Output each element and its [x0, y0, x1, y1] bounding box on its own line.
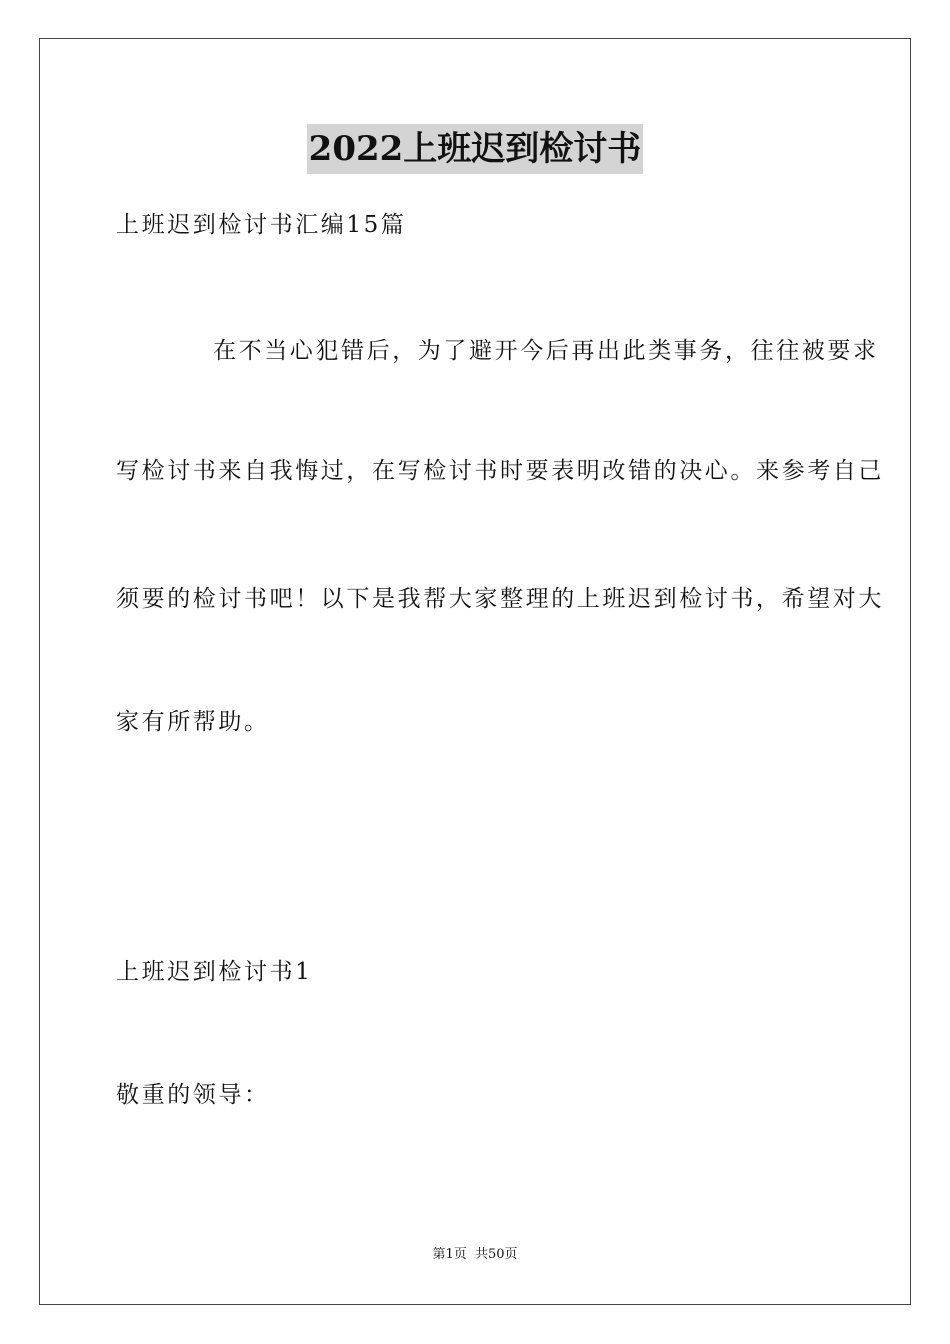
intro-line-1: 在不当心犯错后，为了避开今后再出此类事务，往往被要求	[213, 338, 879, 364]
document-title: 2022上班迟到检讨书	[307, 124, 644, 174]
title-container	[0, 124, 950, 174]
document-subtitle: 上班迟到检讨书汇编15篇	[116, 212, 407, 238]
total-pages: 共50页	[474, 1247, 518, 1262]
section-heading: 上班迟到检讨书1	[116, 959, 313, 985]
intro-line-4: 家有所帮助。	[116, 709, 270, 735]
page-number: 第1页	[432, 1247, 467, 1262]
salutation: 敬重的领导：	[116, 1082, 270, 1108]
intro-line-3: 须要的检讨书吧！以下是我帮大家整理的上班迟到检讨书，希望对大	[116, 586, 884, 612]
intro-line-2: 写检讨书来自我悔过，在写检讨书时要表明改错的决心。来参考自己	[116, 458, 884, 484]
page-footer	[0, 1246, 950, 1264]
